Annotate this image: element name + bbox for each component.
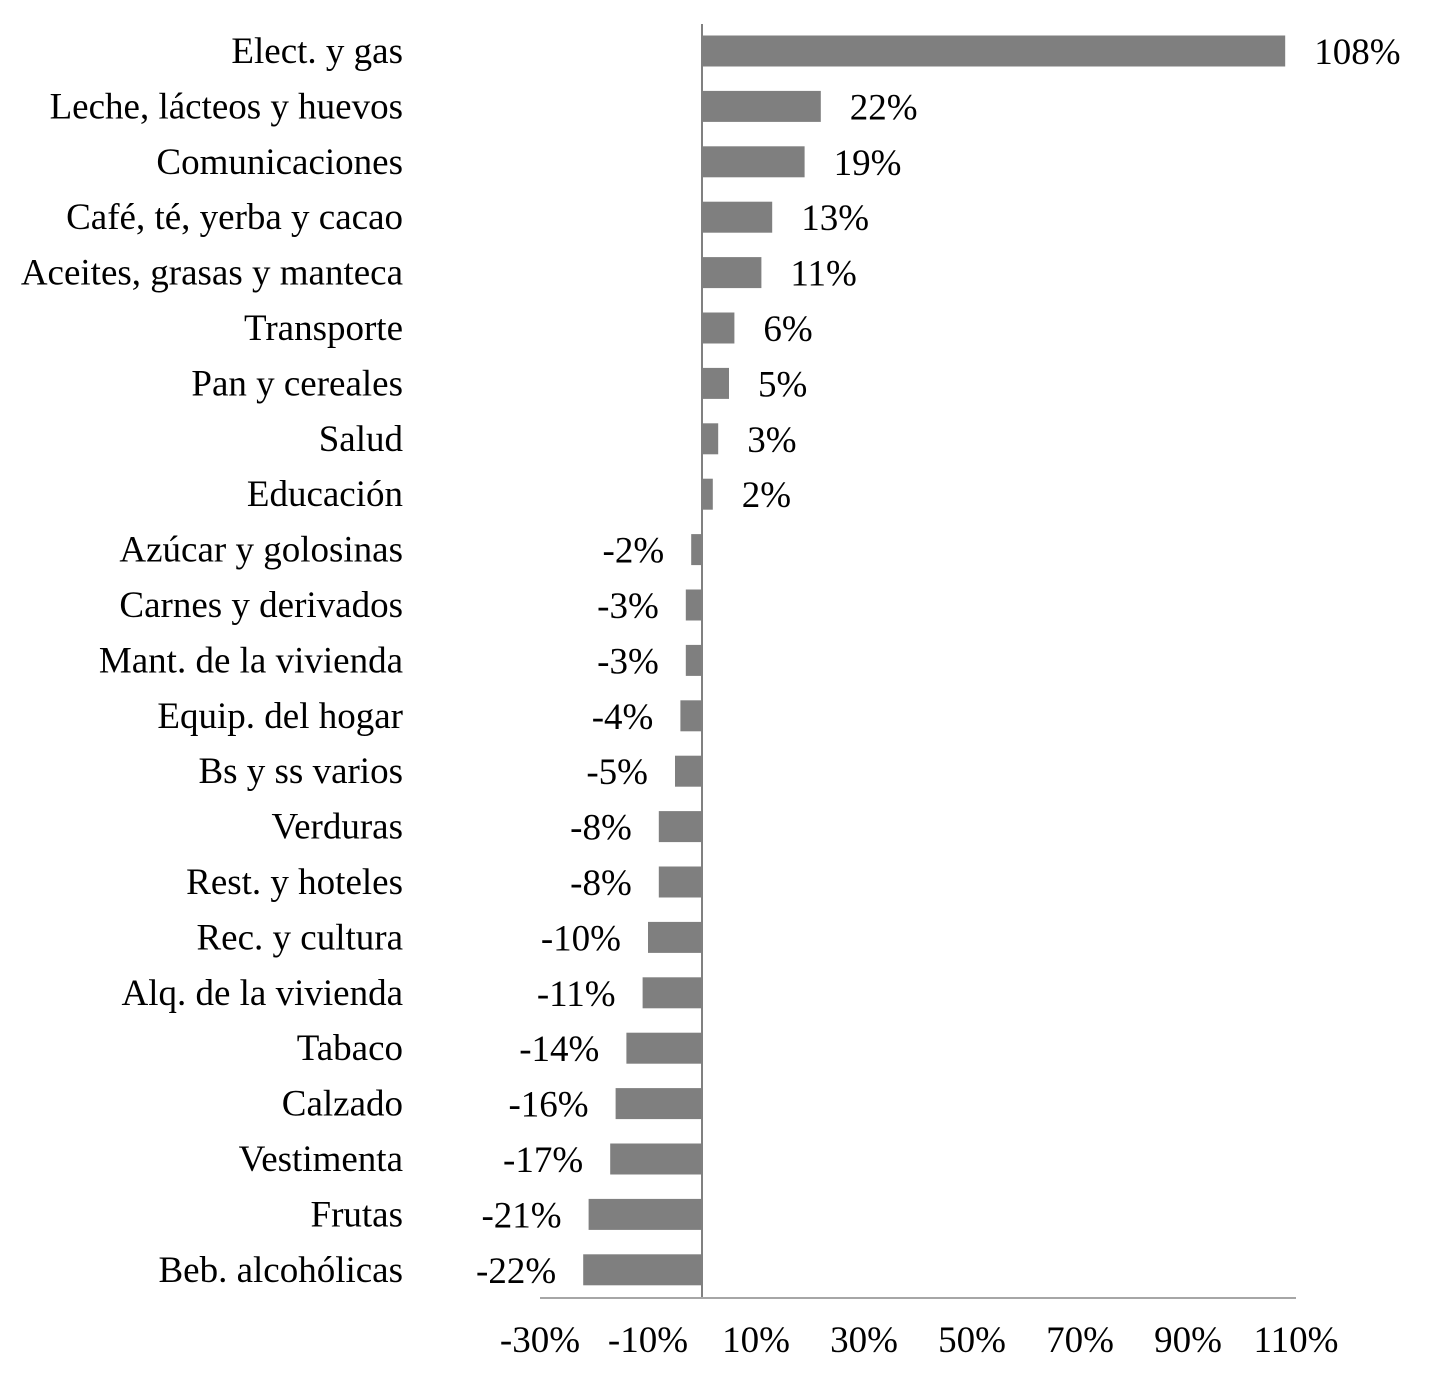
bar: [691, 534, 702, 565]
data-label: 6%: [763, 309, 813, 350]
category-label: Alq. de la vivienda: [121, 972, 403, 1014]
data-label: -8%: [570, 863, 632, 904]
data-label: -4%: [591, 696, 654, 738]
category-label: Mant. de la vivienda: [98, 640, 403, 682]
data-label: -16%: [508, 1084, 589, 1126]
category-labels: [21, 31, 404, 1291]
data-label: -17%: [503, 1140, 584, 1181]
bar: [702, 423, 718, 454]
category-label: Tabaco: [296, 1028, 403, 1070]
category-label: Vestimenta: [238, 1139, 403, 1180]
category-label: Carnes y derivados: [119, 585, 403, 626]
bar: [702, 91, 821, 122]
category-label: Beb. alcohólicas: [158, 1249, 403, 1291]
category-label: Comunicaciones: [156, 141, 403, 183]
category-label: Rec. y cultura: [196, 917, 403, 959]
category-label: Elect. y gas: [231, 31, 403, 72]
data-label: 19%: [833, 142, 902, 184]
x-tick-labels: [500, 1320, 1339, 1361]
bar: [616, 1088, 702, 1119]
bar: [680, 700, 702, 731]
category-label: Bs y ss varios: [198, 751, 403, 793]
category-label: Azúcar y golosinas: [119, 529, 403, 571]
x-tick-label: 10%: [722, 1320, 790, 1361]
category-label: Equip. del hogar: [157, 695, 403, 737]
category-label: Verduras: [271, 806, 403, 848]
data-label: -22%: [476, 1250, 557, 1292]
data-label: -3%: [597, 641, 659, 683]
x-tick-label: -10%: [607, 1320, 689, 1361]
bar: [702, 313, 734, 344]
bar: [583, 1254, 702, 1285]
x-tick-label: 70%: [1046, 1320, 1114, 1361]
category-label: Rest. y hoteles: [186, 862, 403, 903]
bar: [702, 146, 805, 177]
data-label: -11%: [536, 973, 616, 1015]
bar: [643, 977, 702, 1008]
data-label: -5%: [586, 752, 648, 794]
bar: [702, 479, 713, 510]
data-label: 3%: [747, 419, 797, 461]
category-label: Leche, lácteos y huevos: [49, 86, 403, 128]
bar: [702, 202, 772, 233]
bar: [702, 36, 1285, 67]
bar: [686, 590, 702, 621]
bar: [648, 922, 702, 953]
data-label: 13%: [801, 198, 870, 240]
data-label: 5%: [758, 364, 808, 406]
data-label: 2%: [741, 475, 792, 517]
category-label: Aceites, grasas y manteca: [20, 252, 403, 294]
category-label: Transporte: [244, 308, 403, 349]
data-label: 108%: [1314, 32, 1401, 73]
data-label: 22%: [849, 87, 918, 129]
bar: [659, 867, 702, 898]
category-label: Café, té, yerba y cacao: [66, 197, 403, 239]
bar: [702, 257, 761, 288]
bar: [626, 1033, 702, 1064]
category-label: Salud: [318, 418, 403, 460]
category-label: Educación: [246, 474, 403, 516]
data-label: -3%: [597, 586, 659, 627]
data-label: -2%: [602, 530, 665, 572]
bar: [589, 1199, 702, 1230]
bar: [686, 645, 702, 676]
bar: [675, 756, 702, 787]
category-label: Pan y cereales: [191, 363, 403, 405]
category-label: Frutas: [310, 1194, 403, 1236]
data-label: -21%: [481, 1195, 562, 1237]
bar: [610, 1144, 702, 1175]
x-tick-label: -30%: [499, 1320, 581, 1361]
x-tick-label: 30%: [830, 1320, 898, 1361]
data-label: -8%: [570, 807, 632, 849]
x-tick-label: 90%: [1154, 1320, 1222, 1361]
bars-group: [583, 36, 1285, 1286]
bar: [659, 811, 702, 842]
value-labels: [476, 32, 1400, 1292]
data-label: -10%: [540, 918, 621, 960]
x-tick-label: 50%: [938, 1320, 1006, 1361]
category-label: Calzado: [281, 1083, 403, 1125]
data-label: 11%: [790, 253, 857, 295]
x-tick-label: 110%: [1253, 1320, 1339, 1361]
bar: [702, 368, 729, 399]
data-label: -14%: [519, 1029, 600, 1071]
